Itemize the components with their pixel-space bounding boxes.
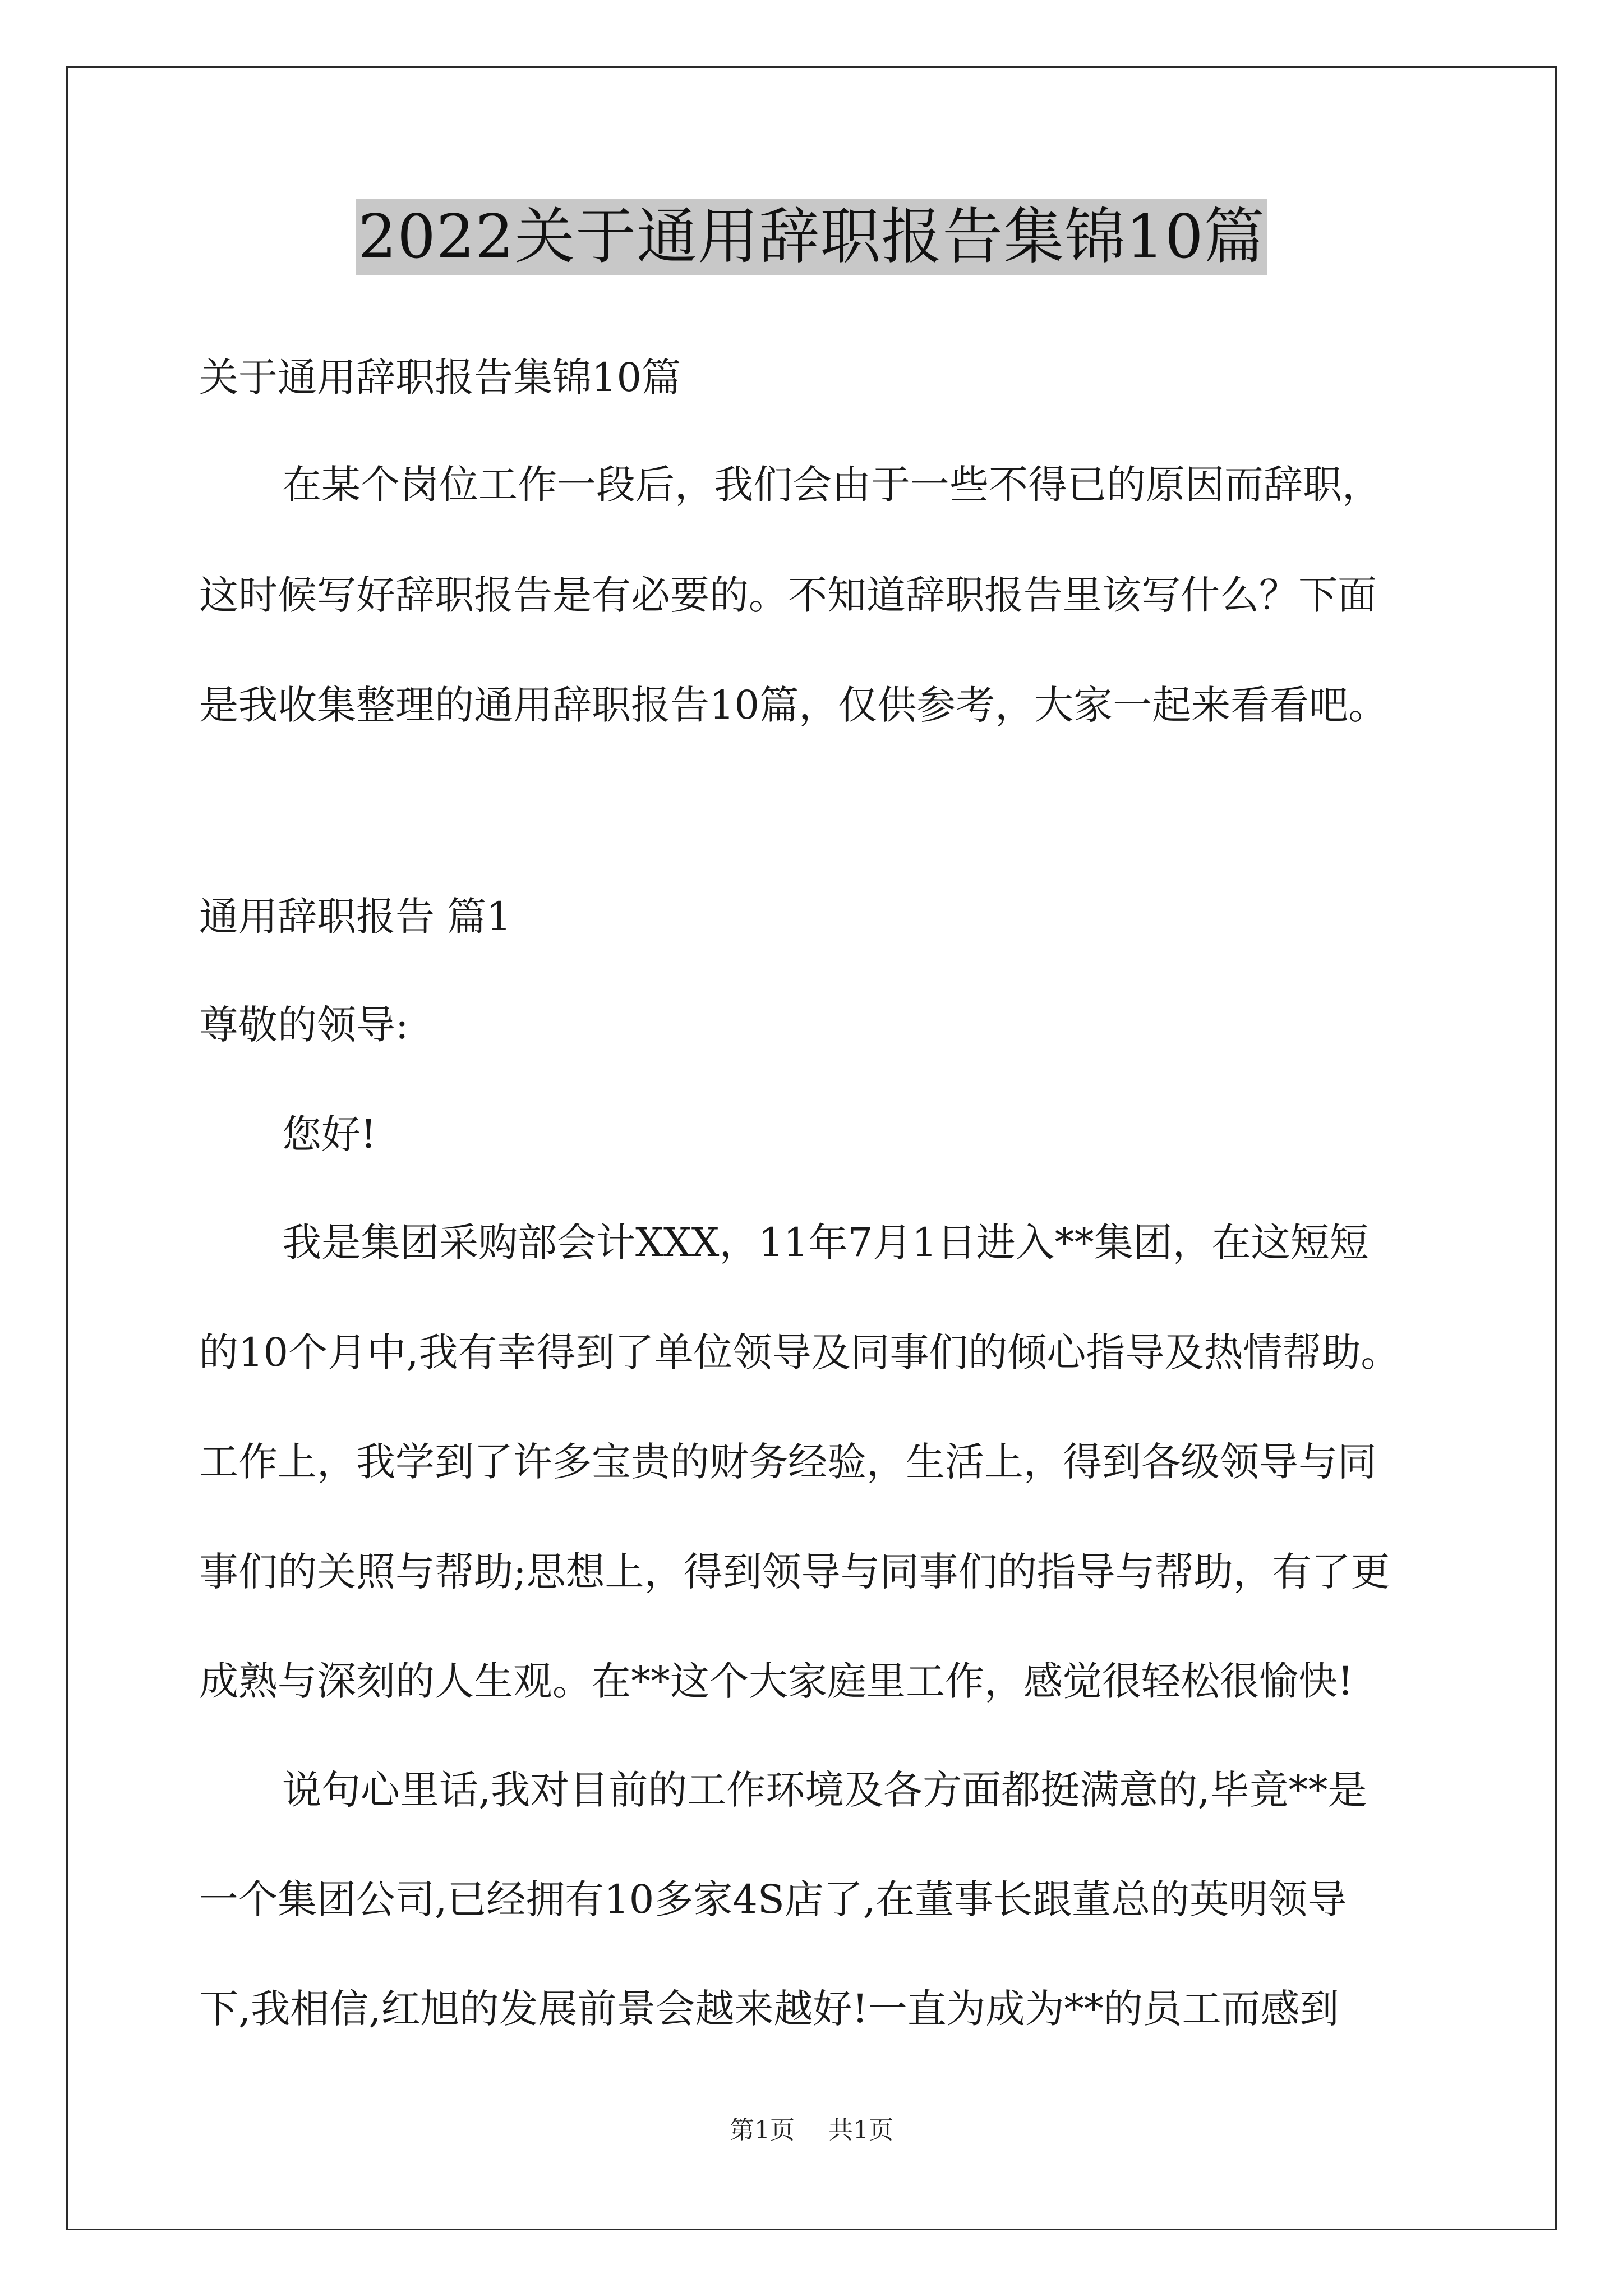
body-line: 下,我相信,红旭的发展前景会越来越好!一直为成为**的员工而感到 — [199, 1986, 1339, 2032]
salutation: 尊敬的领导: — [199, 1002, 409, 1048]
page-number: 第1页 — [730, 2116, 795, 2145]
body-line: 事们的关照与帮助;思想上，得到领导与同事们的指导与帮助，有了更 — [199, 1549, 1390, 1595]
body-line: 我是集团采购部会计XXX，11年7月1日进入**集团，在这短短 — [282, 1220, 1369, 1266]
body-line: 一个集团公司,已经拥有10多家4S店了,在董事长跟董总的英明领导 — [199, 1876, 1347, 1922]
body-line: 这时候写好辞职报告是有必要的。不知道辞职报告里该写什么？下面 — [199, 572, 1377, 618]
page-footer — [0, 2115, 1623, 2146]
body-line: 工作上，我学到了许多宝贵的财务经验，生活上，得到各级领导与同 — [199, 1439, 1377, 1485]
greeting: 您好! — [282, 1111, 377, 1157]
body-line: 的10个月中,我有幸得到了单位领导及同事们的倾心指导及热情帮助。 — [199, 1329, 1400, 1375]
section-heading: 通用辞职报告 篇1 — [199, 894, 511, 940]
title-container — [0, 199, 1623, 275]
document-title: 2022关于通用辞职报告集锦10篇 — [356, 199, 1267, 275]
body-line: 在某个岗位工作一段后，我们会由于一些不得已的原因而辞职， — [282, 462, 1381, 508]
total-pages: 共1页 — [828, 2116, 893, 2145]
body-line: 成熟与深刻的人生观。在**这个大家庭里工作，感觉很轻松很愉快! — [199, 1658, 1354, 1704]
body-line: 说句心里话,我对目前的工作环境及各方面都挺满意的,毕竟**是 — [282, 1767, 1367, 1813]
body-line: 是我收集整理的通用辞职报告10篇，仅供参考，大家一起来看看吧。 — [199, 682, 1388, 728]
subtitle-line: 关于通用辞职报告集锦10篇 — [199, 355, 681, 401]
